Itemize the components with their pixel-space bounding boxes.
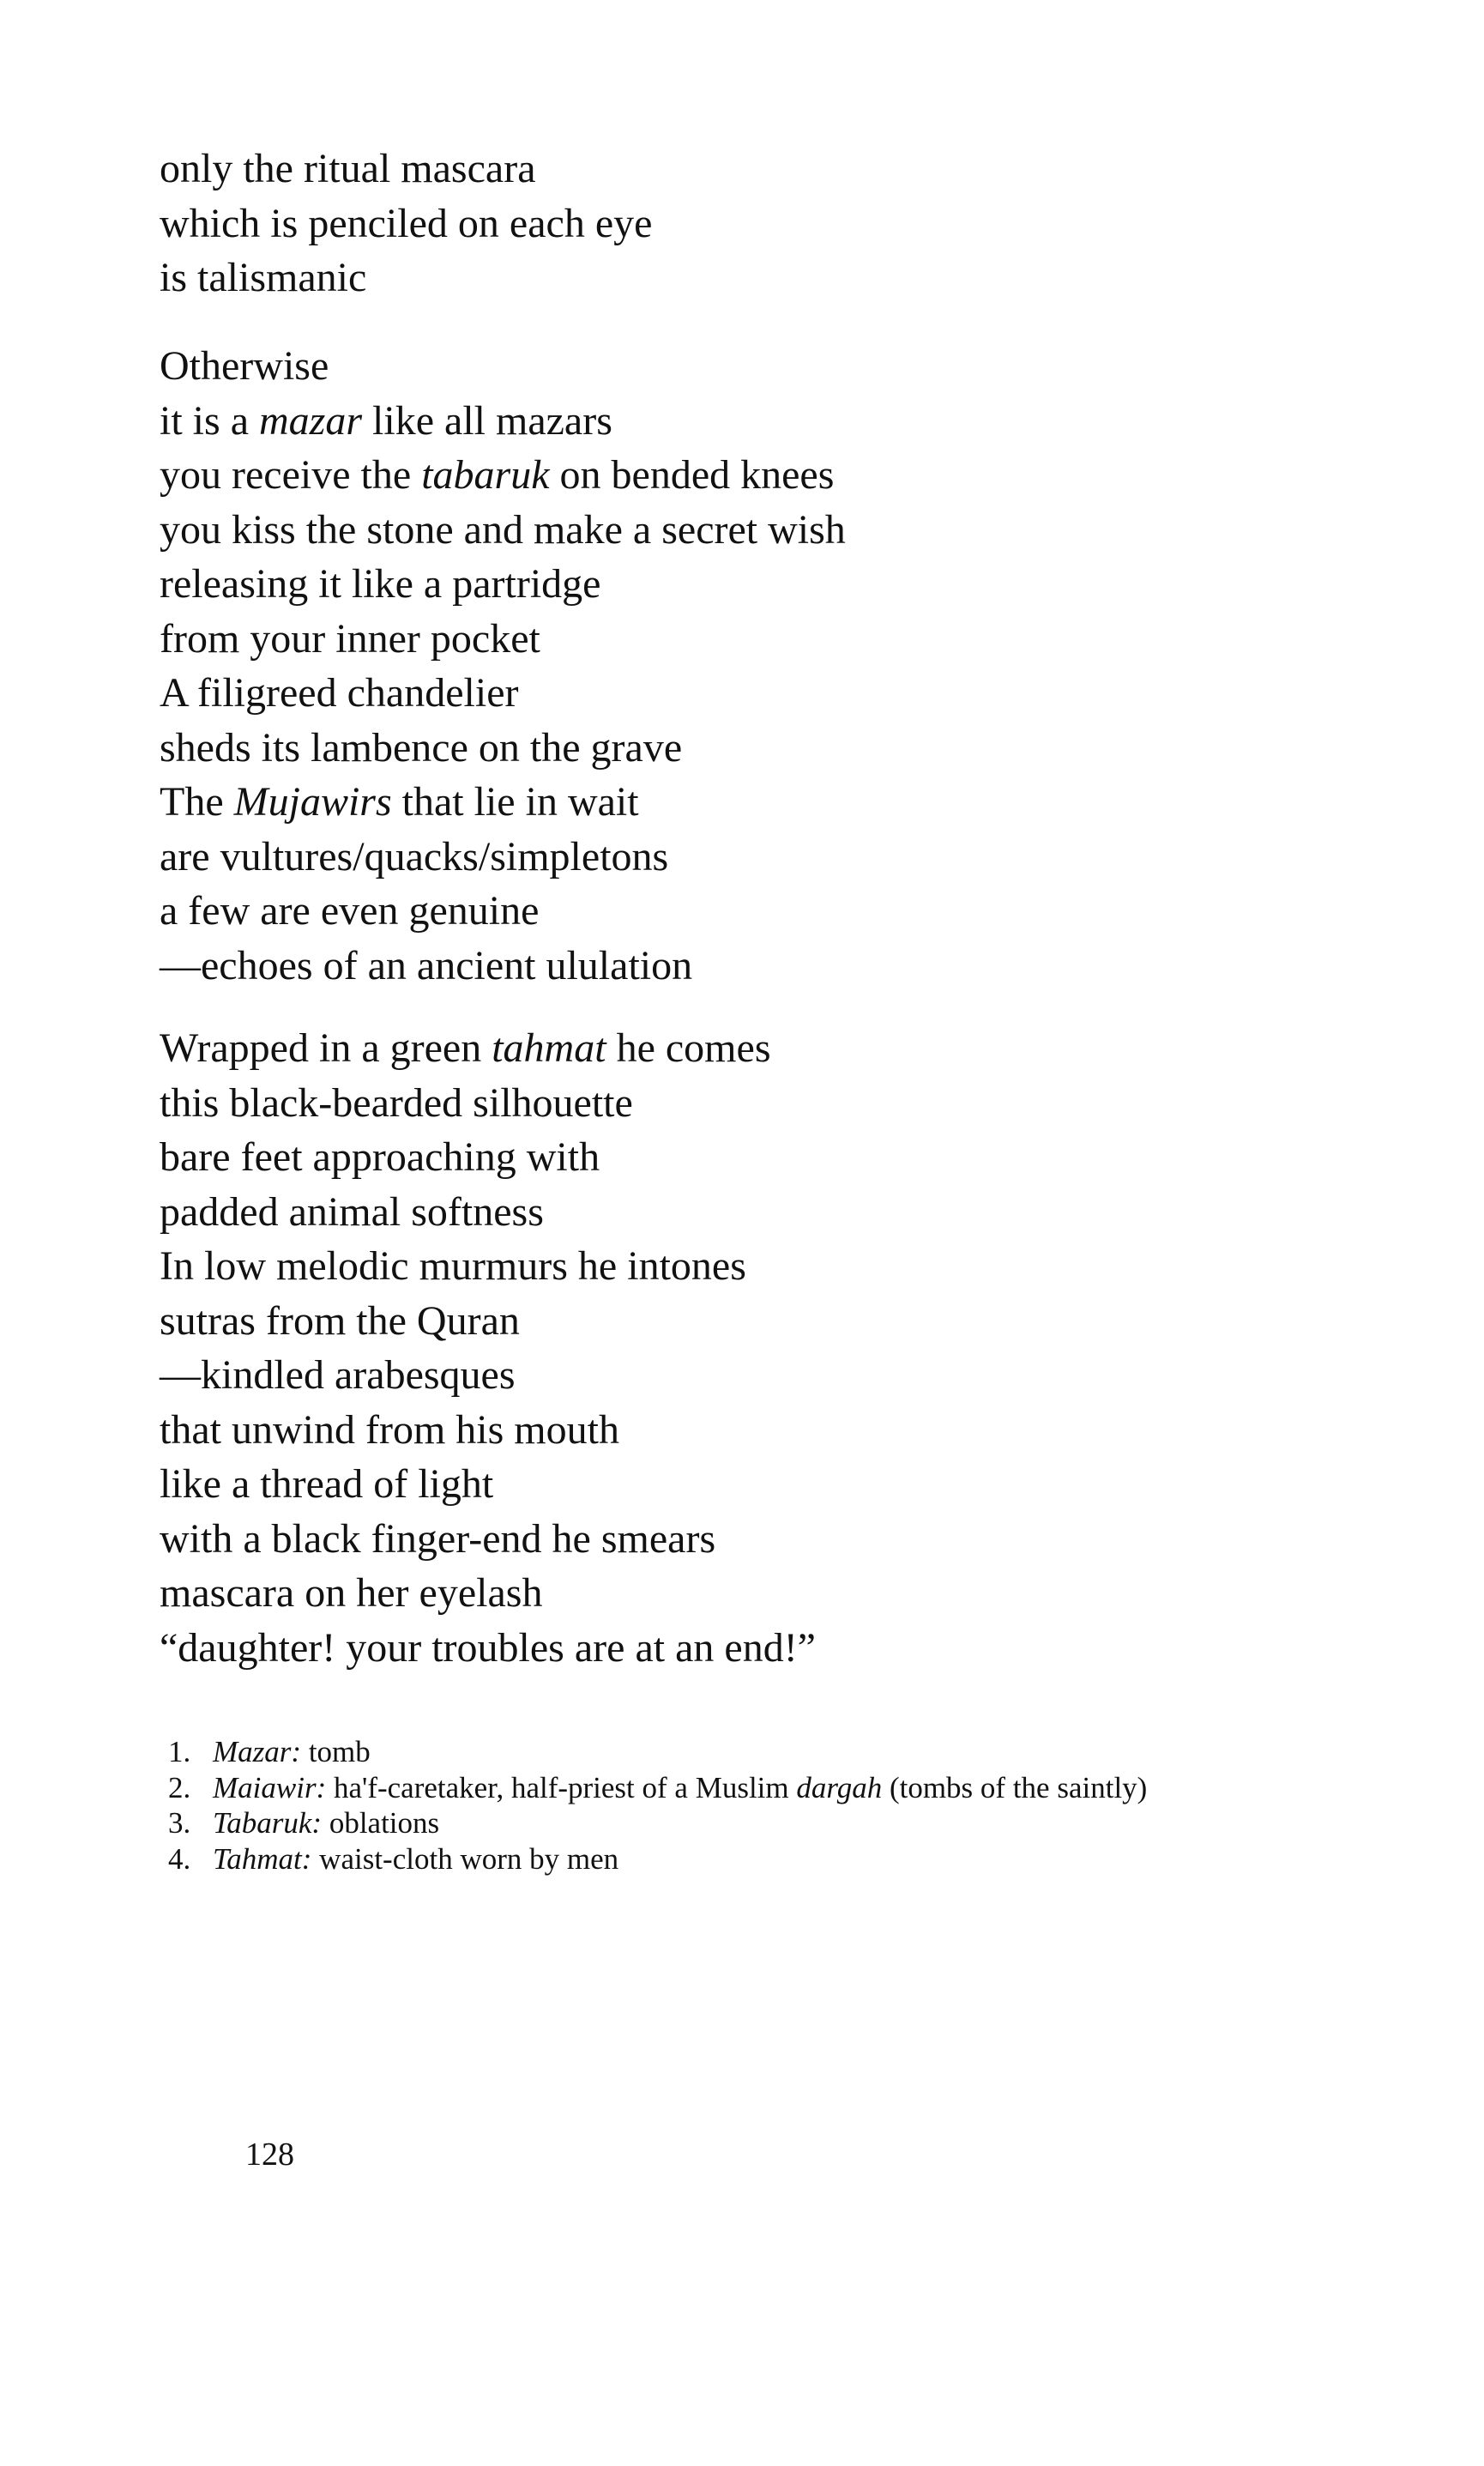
- line-text: this black-bearded silhouette: [160, 1079, 633, 1126]
- line-text: mascara on her eyelash: [160, 1570, 543, 1616]
- line-text: “daughter! your troubles are at an end!”: [160, 1624, 816, 1671]
- poem-line: [160, 142, 652, 196]
- footnote-term: Maiawir:: [213, 1770, 327, 1804]
- poem-line: [160, 721, 846, 776]
- poem-line: [160, 1566, 816, 1621]
- poem-line: [160, 1457, 816, 1512]
- footnote-item: [168, 1770, 1147, 1806]
- footnote-number: 4.: [168, 1841, 191, 1876]
- line-text: on bended knees: [549, 452, 835, 498]
- footnote-term: Tahmat:: [213, 1841, 312, 1876]
- poem-line: [160, 251, 652, 305]
- poem-line: [160, 1076, 816, 1131]
- footnote-number: 2.: [168, 1770, 191, 1804]
- footnote-text: ha'f-caretaker, half-priest of a Muslim: [326, 1770, 797, 1804]
- footnote-text: oblations: [322, 1806, 440, 1840]
- poem-line: [160, 1021, 816, 1076]
- line-text: like all mazars: [362, 397, 612, 444]
- line-text: only the ritual mascara: [160, 146, 536, 191]
- poem-line: [160, 557, 846, 612]
- line-text: sutras from the Quran: [160, 1297, 520, 1344]
- line-text: you kiss the stone and make a secret wish: [160, 506, 846, 553]
- line-text: that lie in wait: [391, 779, 639, 825]
- line-text: —echoes of an ancient ululation: [160, 942, 693, 988]
- poem-line: [160, 503, 846, 558]
- line-text: are vultures/quacks/simpletons: [160, 833, 669, 879]
- poem-line: [160, 666, 846, 721]
- footnote-item: [168, 1841, 1147, 1877]
- line-text: Wrapped in a green: [160, 1025, 492, 1071]
- line-text: from your inner pocket: [160, 615, 540, 662]
- poem-line: [160, 1348, 816, 1403]
- poem-line: [160, 1185, 816, 1240]
- poem-line: [160, 1294, 816, 1349]
- footnote-item: [168, 1734, 1147, 1770]
- italic-term: Mujawirs: [233, 779, 392, 825]
- poem-line: [160, 1239, 816, 1294]
- footnote-item: [168, 1805, 1147, 1841]
- footnote-term: Tabaruk:: [213, 1806, 323, 1840]
- line-text: it is a: [160, 397, 259, 444]
- poem-line: [160, 448, 846, 503]
- line-text: with a black finger-end he smears: [160, 1515, 716, 1562]
- poem-stanza-2: [160, 339, 846, 993]
- poem-line: [160, 1403, 816, 1458]
- poem-line: [160, 612, 846, 667]
- footnotes: [168, 1734, 1147, 1877]
- footnote-term: dargah: [796, 1770, 883, 1804]
- poem-line: [160, 830, 846, 885]
- poem-line: [160, 1130, 816, 1185]
- footnote-term: Mazar:: [213, 1735, 302, 1768]
- footnote-text: (tombs of the saintly): [882, 1770, 1148, 1804]
- poem-line: [160, 884, 846, 939]
- line-text: padded animal softness: [160, 1188, 544, 1235]
- footnote-text: waist-cloth worn by men: [311, 1841, 619, 1876]
- poem-line: [160, 1512, 816, 1567]
- poem-line: [160, 196, 652, 251]
- line-text: that unwind from his mouth: [160, 1406, 619, 1453]
- poem-line: [160, 339, 846, 394]
- line-text: a few are even genuine: [160, 888, 540, 934]
- line-text: releasing it like a partridge: [160, 561, 601, 607]
- footnote-number: 3.: [168, 1806, 191, 1840]
- line-text: In low melodic murmurs he intones: [160, 1243, 746, 1289]
- italic-term: tahmat: [492, 1025, 606, 1071]
- poem-stanza-1: [160, 142, 652, 305]
- line-text: he comes: [606, 1025, 771, 1071]
- italic-term: tabaruk: [421, 452, 550, 498]
- footnote-number: 1.: [168, 1735, 191, 1768]
- poem-stanza-3: [160, 1021, 816, 1675]
- line-text: is talismanic: [160, 255, 367, 300]
- line-text: sheds its lambence on the grave: [160, 724, 683, 771]
- line-text: you receive the: [160, 452, 422, 498]
- line-text: bare feet approaching with: [160, 1134, 600, 1180]
- line-text: A filigreed chandelier: [160, 670, 519, 716]
- poem-line: [160, 775, 846, 830]
- line-text: —kindled arabesques: [160, 1352, 516, 1398]
- poem-line: [160, 939, 846, 994]
- poem-line: [160, 394, 846, 449]
- line-text: which is penciled on each eye: [160, 200, 653, 246]
- line-text: like a thread of light: [160, 1461, 494, 1507]
- line-text: The: [160, 779, 234, 825]
- page-number: 128: [245, 2137, 294, 2173]
- poem-line: [160, 1621, 816, 1676]
- italic-term: mazar: [259, 397, 363, 444]
- line-text: Otherwise: [160, 343, 329, 389]
- footnote-text: tomb: [301, 1735, 371, 1768]
